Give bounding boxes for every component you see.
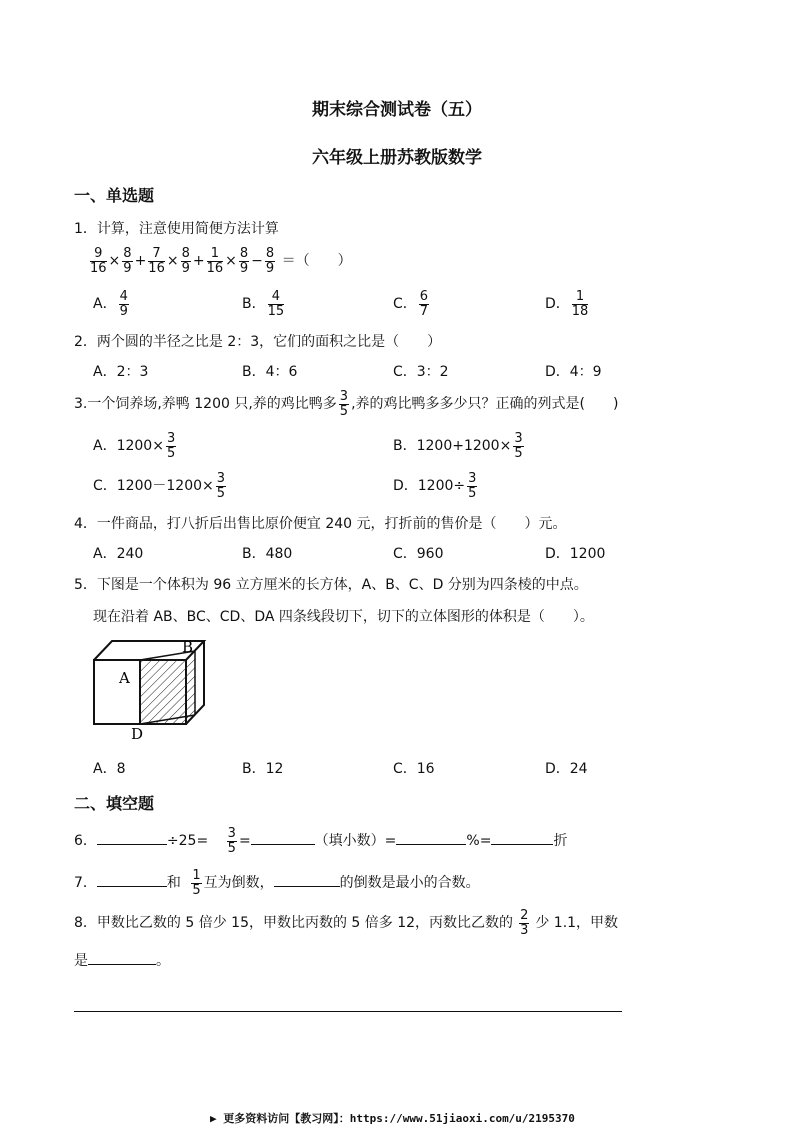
fraction: $\frac{8}{9}$ xyxy=(123,246,132,276)
question-8-line-2: 是 。 xyxy=(74,950,170,970)
q5-option-a: A．8 xyxy=(93,761,126,777)
answer-blank xyxy=(88,950,156,965)
question-8-line-1: 8．甲数比乙数的 5 倍少 15，甲数比丙数的 5 倍多 12，丙数比乙数的 $\frac{2}{3}$ 少 1.1，甲数 xyxy=(74,908,619,938)
fraction: $\frac{8}{9}$ xyxy=(265,246,275,276)
answer-blank xyxy=(396,830,466,845)
question-5-line-2: 现在沿着 AB、BC、CD、DA 四条线段切下，切下的立体图形的体积是（ ）。 xyxy=(93,609,594,625)
page-subtitle: 六年级上册苏教版数学 xyxy=(312,148,482,168)
q1-option-a: A． $\frac{4}{9}$ xyxy=(93,289,128,319)
question-3-text: 3.一个饲养场,养鸭 1200 只,养的鸡比鸭多 $\frac{3}{5}$ ,养的鸡比鸭多多少只？正确的列式是( ) xyxy=(74,389,619,419)
q1-option-d: D． $\frac{1}{18}$ xyxy=(545,289,589,319)
q3-option-d: D．1200÷ $\frac{3}{5}$ xyxy=(393,471,477,501)
answer-blank xyxy=(97,830,167,845)
q2-option-c: C．3：2 xyxy=(393,364,449,380)
q2-option-d: D．4：9 xyxy=(545,364,602,380)
q3-option-a: A．1200× $\frac{3}{5}$ xyxy=(93,431,176,461)
question-2-text: 2．两个圆的半径之比是 2：3，它们的面积之比是（ ） xyxy=(74,334,442,350)
label-a: A xyxy=(119,669,130,687)
answer-blank xyxy=(491,830,553,845)
cuboid-figure xyxy=(85,633,220,743)
fraction: $\frac{2}{3}$ xyxy=(520,908,529,938)
page-title: 期末综合测试卷（五） xyxy=(312,100,482,120)
question-4-text: 4．一件商品，打八折后出售比原价便宜 240 元，打折前的售价是（ ）元。 xyxy=(74,516,567,532)
q3-option-c: C．1200－1200× $\frac{3}{5}$ xyxy=(93,471,226,501)
q1-option-b: B． $\frac{4}{15}$ xyxy=(242,289,285,319)
fraction: $\frac{1}{5}$ xyxy=(192,868,201,898)
q2-option-a: A．2：3 xyxy=(93,364,149,380)
section-heading-fill-in: 二、填空题 xyxy=(74,794,155,813)
fraction: $\frac{8}{9}$ xyxy=(181,246,190,276)
label-b: B xyxy=(182,638,194,656)
question-6: 6． ÷25= $\frac{3}{5}$ = （填小数）= %= 折 xyxy=(74,826,568,856)
fraction: $\frac{3}{5}$ xyxy=(339,389,349,419)
q2-option-b: B．4：6 xyxy=(242,364,298,380)
answer-blank xyxy=(97,872,167,887)
fraction: $\frac{3}{5}$ xyxy=(227,826,236,856)
question-5-line-1: 5．下图是一个体积为 96 立方厘米的长方体，A、B、C、D 分别为四条棱的中点。 xyxy=(74,577,588,593)
q1-option-c: C． $\frac{6}{7}$ xyxy=(393,289,429,319)
fraction: $\frac{1}{16}$ xyxy=(206,246,224,276)
footer-link[interactable]: ▶ 更多资料访问【教习网】：https://www.51jiaoxi.com/u/2195370 xyxy=(210,1112,575,1125)
q3-option-b: B．1200+1200× $\frac{3}{5}$ xyxy=(393,431,523,461)
q5-option-c: C．16 xyxy=(393,761,435,777)
fraction: $\frac{7}{16}$ xyxy=(148,246,165,276)
answer-blank xyxy=(274,872,340,887)
cut-region-hatch xyxy=(140,651,195,724)
section-divider xyxy=(74,1011,622,1012)
question-1-expression: $\frac{9}{16}$ × $\frac{8}{9}$ + $\frac{7}{16}$ × $\frac{8}{9}$ + $\frac{1}{16}$ × $\frac{8}{9}$ − $\frac{8}{9}$ ＝（ ） xyxy=(90,246,352,276)
question-1-text: 1．计算，注意使用简便方法计算 xyxy=(74,221,279,237)
section-heading-single-choice: 一、单选题 xyxy=(74,186,155,205)
fraction: $\frac{9}{16}$ xyxy=(90,246,107,276)
fraction: $\frac{8}{9}$ xyxy=(239,246,249,276)
answer-blank xyxy=(251,830,315,845)
q4-option-d: D．1200 xyxy=(545,546,606,562)
q5-option-d: D．24 xyxy=(545,761,588,777)
q4-option-c: C．960 xyxy=(393,546,444,562)
q5-option-b: B．12 xyxy=(242,761,284,777)
label-d: D xyxy=(131,725,144,743)
q4-option-b: B．480 xyxy=(242,546,293,562)
question-7: 7． 和 $\frac{1}{5}$ 互为倒数， 的倒数是最小的合数。 xyxy=(74,868,480,898)
q4-option-a: A．240 xyxy=(93,546,144,562)
